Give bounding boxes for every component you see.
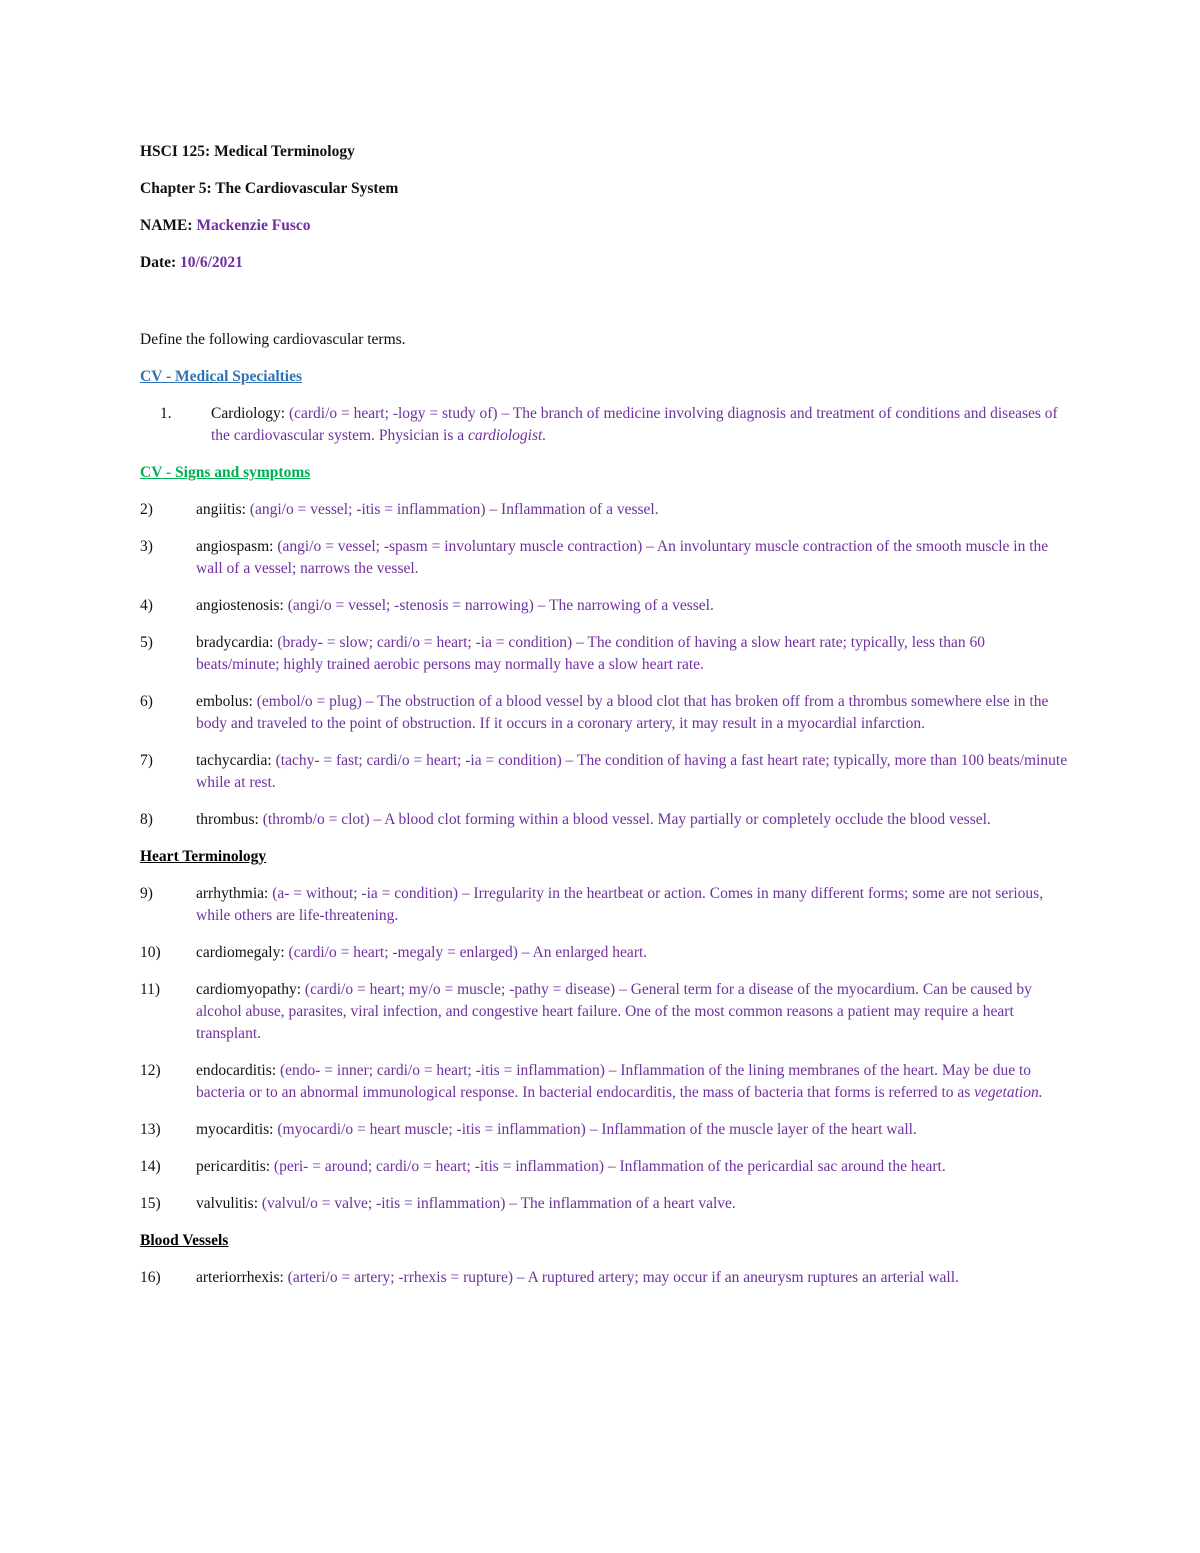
item-number: 9) [140,885,153,902]
item-term: tachycardia: [196,752,272,769]
list-item [140,1119,1070,1141]
item-term: angiitis: [196,501,246,518]
item-number: 15) [140,1195,161,1212]
item-definition: (arteri/o = artery; -rrhexis = rupture) – A ruptured artery; may occur if an aneurysm ruptures an arterial wall. [287,1269,959,1286]
document-content [140,141,1070,1304]
section-title-signs: CV - Signs and symptoms [140,464,311,481]
list-item [140,499,1070,521]
item-term: cardiomyopathy: [196,981,302,998]
item-emphasis: vegetation. [974,1084,1043,1101]
item-number: 10) [140,944,161,961]
item-term: valvulitis: [196,1195,258,1212]
item-number: 8) [140,811,153,828]
list-item [140,403,1070,447]
item-definition: (valvul/o = valve; -itis = inflammation) – The inflammation of a heart valve. [261,1195,736,1212]
chapter-title: Chapter 5: The Cardiovascular System [140,180,399,197]
item-definition: (tachy- = fast; cardi/o = heart; -ia = condition) – The condition of having a fast heart rate; typically, more than 100 beats/minute while at rest. [196,752,1068,791]
list-item [140,595,1070,617]
item-definition: (angi/o = vessel; -stenosis = narrowing) – The narrowing of a vessel. [287,597,714,614]
item-number: 7) [140,752,153,769]
item-term: arteriorrhexis: [196,1269,284,1286]
list-item [140,942,1070,964]
list-item [140,1060,1070,1104]
item-emphasis: cardiologist. [467,427,547,444]
list-item [140,809,1070,831]
list-item [140,979,1070,1045]
item-number: 5) [140,634,153,651]
name-line [140,215,1070,252]
list-item [140,632,1070,676]
item-number: 14) [140,1158,161,1175]
item-term: bradycardia: [196,634,274,651]
item-term: endocarditis: [196,1062,277,1079]
list-item [140,883,1070,927]
item-number: 3) [140,538,153,555]
item-definition: (cardi/o = heart; -megaly = enlarged) – An enlarged heart. [288,944,648,961]
section-title-heart: Heart Terminology [140,848,267,865]
item-number: 4) [140,597,153,614]
item-number: 6) [140,693,153,710]
item-term: arrhythmia: [196,885,269,902]
item-definition: (myocardi/o = heart muscle; -itis = inflammation) – Inflammation of the muscle layer of the heart wall. [277,1121,917,1138]
name-value: Mackenzie Fusco [196,217,311,234]
item-number: 16) [140,1269,161,1286]
item-term: myocarditis: [196,1121,274,1138]
name-label: NAME: [140,217,193,234]
list-item [140,691,1070,735]
item-number: 11) [140,981,161,998]
list-item [140,1156,1070,1178]
item-number: 12) [140,1062,161,1079]
item-definition: (cardi/o = heart; my/o = muscle; -pathy = disease) – General term for a disease of the myocardium. Can be caused by alcohol abuse, parasites, viral infection, and congestive heart failure. One of the most common reasons a patient may require a heart transplant. [196,981,1032,1042]
item-definition: (peri- = around; cardi/o = heart; -itis = inflammation) – Inflammation of the pericardial sac around the heart. [273,1158,946,1175]
item-definition: (angi/o = vessel; -spasm = involuntary muscle contraction) – An involuntary muscle contraction of the smooth muscle in the wall of a vessel; narrows the vessel. [196,538,1049,577]
item-term: thrombus: [196,811,259,828]
section-title-specialties: CV - Medical Specialties [140,368,303,385]
section-title-vessels: Blood Vessels [140,1232,229,1249]
instructions: Define the following cardiovascular terms. [140,331,406,348]
item-definition: (a- = without; -ia = condition) – Irregularity in the heartbeat or action. Comes in many different forms; some are not serious, while others are life-threatening. [196,885,1044,924]
item-number: 1. [160,405,172,422]
date-line [140,252,1070,289]
course-title: HSCI 125: Medical Terminology [140,143,355,160]
date-value: 10/6/2021 [180,254,243,271]
list-item [140,1267,1070,1289]
item-definition: (brady- = slow; cardi/o = heart; -ia = condition) – The condition of having a slow heart rate; typically, less than 60 beats/minute; highly trained aerobic persons may normally have a slow heart rate. [196,634,985,673]
item-definition: (embol/o = plug) – The obstruction of a blood vessel by a blood clot that has broken off from a thrombus somewhere else in the body and traveled to the point of obstruction. If it occurs in a coronary artery, it may result in a myocardial infarction. [196,693,1049,732]
item-term: angiostenosis: [196,597,284,614]
list-item [140,1193,1070,1215]
item-term: pericarditis: [196,1158,271,1175]
item-definition: (cardi/o = heart; -logy = study of) – The branch of medicine involving diagnosis and treatment of conditions and diseases of the cardiovascular system. Physician is a [211,405,1058,444]
item-definition: (angi/o = vessel; -itis = inflammation) – Inflammation of a vessel. [249,501,659,518]
item-term: angiospasm: [196,538,274,555]
list-item [140,750,1070,794]
item-definition: (thromb/o = clot) – A blood clot forming within a blood vessel. May partially or completely occlude the blood vessel. [262,811,991,828]
item-definition: (endo- = inner; cardi/o = heart; -itis = inflammation) – Inflammation of the lining membranes of the heart. May be due to bacteria or to an abnormal immunological response. In bacterial endocarditis, the mass of bacteria that forms is referred to as [196,1062,1031,1101]
item-term: Cardiology: [211,405,286,422]
date-label: Date: [140,254,177,271]
item-term: embolus: [196,693,253,710]
item-number: 13) [140,1121,161,1138]
item-term: cardiomegaly: [196,944,285,961]
spacer [140,289,1070,329]
list-item [140,536,1070,580]
item-number: 2) [140,501,153,518]
